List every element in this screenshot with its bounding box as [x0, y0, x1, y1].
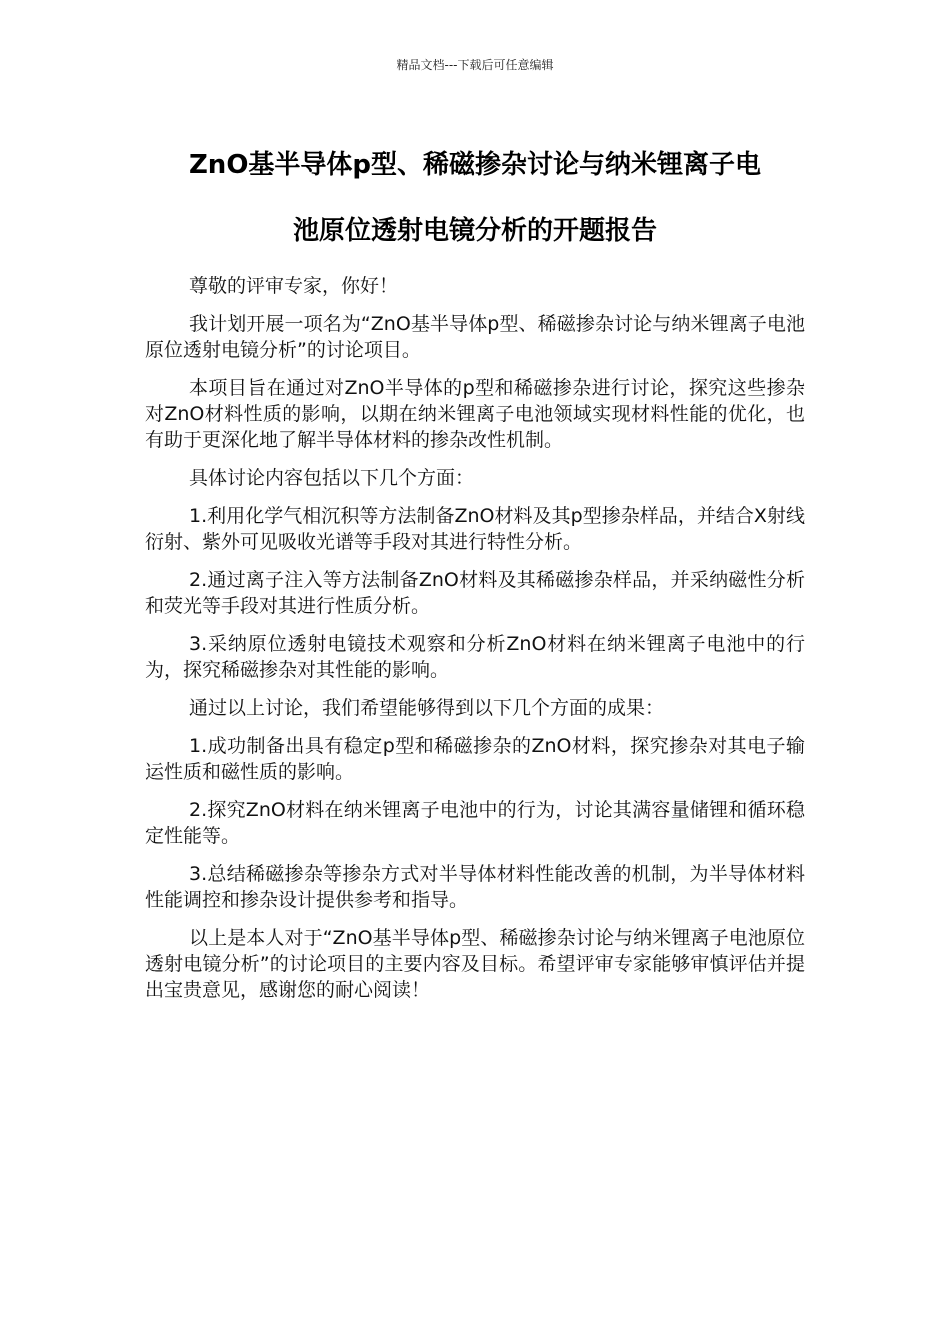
intro-paragraph: 我计划开展一项名为“ZnO基半导体p型、稀磁掺杂讨论与纳米锂离子电池原位透射电镜分析”的讨论项目。	[145, 313, 805, 361]
content-item-2: 2.通过离子注入等方法制备ZnO材料及其稀磁掺杂样品，并采纳磁性分析和荧光等手段对其进行性质分析。	[145, 569, 805, 617]
result-item-1: 1.成功制备出具有稳定p型和稀磁掺杂的ZnO材料，探究掺杂对其电子输运性质和磁性质的影响。	[145, 735, 805, 783]
header-note: 精品文档---下载后可任意编辑	[396, 58, 554, 72]
result-item-2: 2.探究ZnO材料在纳米锂离子电池中的行为，讨论其满容量储锂和循环稳定性能等。	[145, 799, 805, 847]
title-line-2: 池原位透射电镜分析的开题报告	[292, 216, 657, 246]
title-line-1: ZnO基半导体p型、稀磁掺杂讨论与纳米锂离子电	[188, 150, 762, 180]
closing-paragraph: 以上是本人对于“ZnO基半导体p型、稀磁掺杂讨论与纳米锂离子电池原位透射电镜分析”的讨论项目的主要内容及目标。希望评审专家能够审慎评估并提出宝贵意见，感谢您的耐心阅读！	[145, 927, 805, 1001]
content-item-1: 1.利用化学气相沉积等方法制备ZnO材料及其p型掺杂样品，并结合X射线衍射、紫外可见吸收光谱等手段对其进行特性分析。	[145, 505, 805, 553]
greeting-paragraph: 尊敬的评审专家，你好！	[189, 275, 399, 297]
results-heading-paragraph: 通过以上讨论，我们希望能够得到以下几个方面的成果：	[189, 697, 665, 719]
document-title	[140, 132, 810, 264]
purpose-paragraph: 本项目旨在通过对ZnO半导体的p型和稀磁掺杂进行讨论，探究这些掺杂对ZnO材料性质的影响，以期在纳米锂离子电池领域实现材料性能的优化，也有助于更深化地了解半导体材料的掺杂改性机制。	[145, 377, 805, 451]
content-item-3: 3.采纳原位透射电镜技术观察和分析ZnO材料在纳米锂离子电池中的行为，探究稀磁掺杂对其性能的影响。	[145, 633, 805, 681]
content-heading-paragraph: 具体讨论内容包括以下几个方面：	[189, 467, 475, 489]
document-body	[145, 273, 805, 1015]
result-item-3: 3.总结稀磁掺杂等掺杂方式对半导体材料性能改善的机制，为半导体材料性能调控和掺杂设计提供参考和指导。	[145, 863, 805, 911]
